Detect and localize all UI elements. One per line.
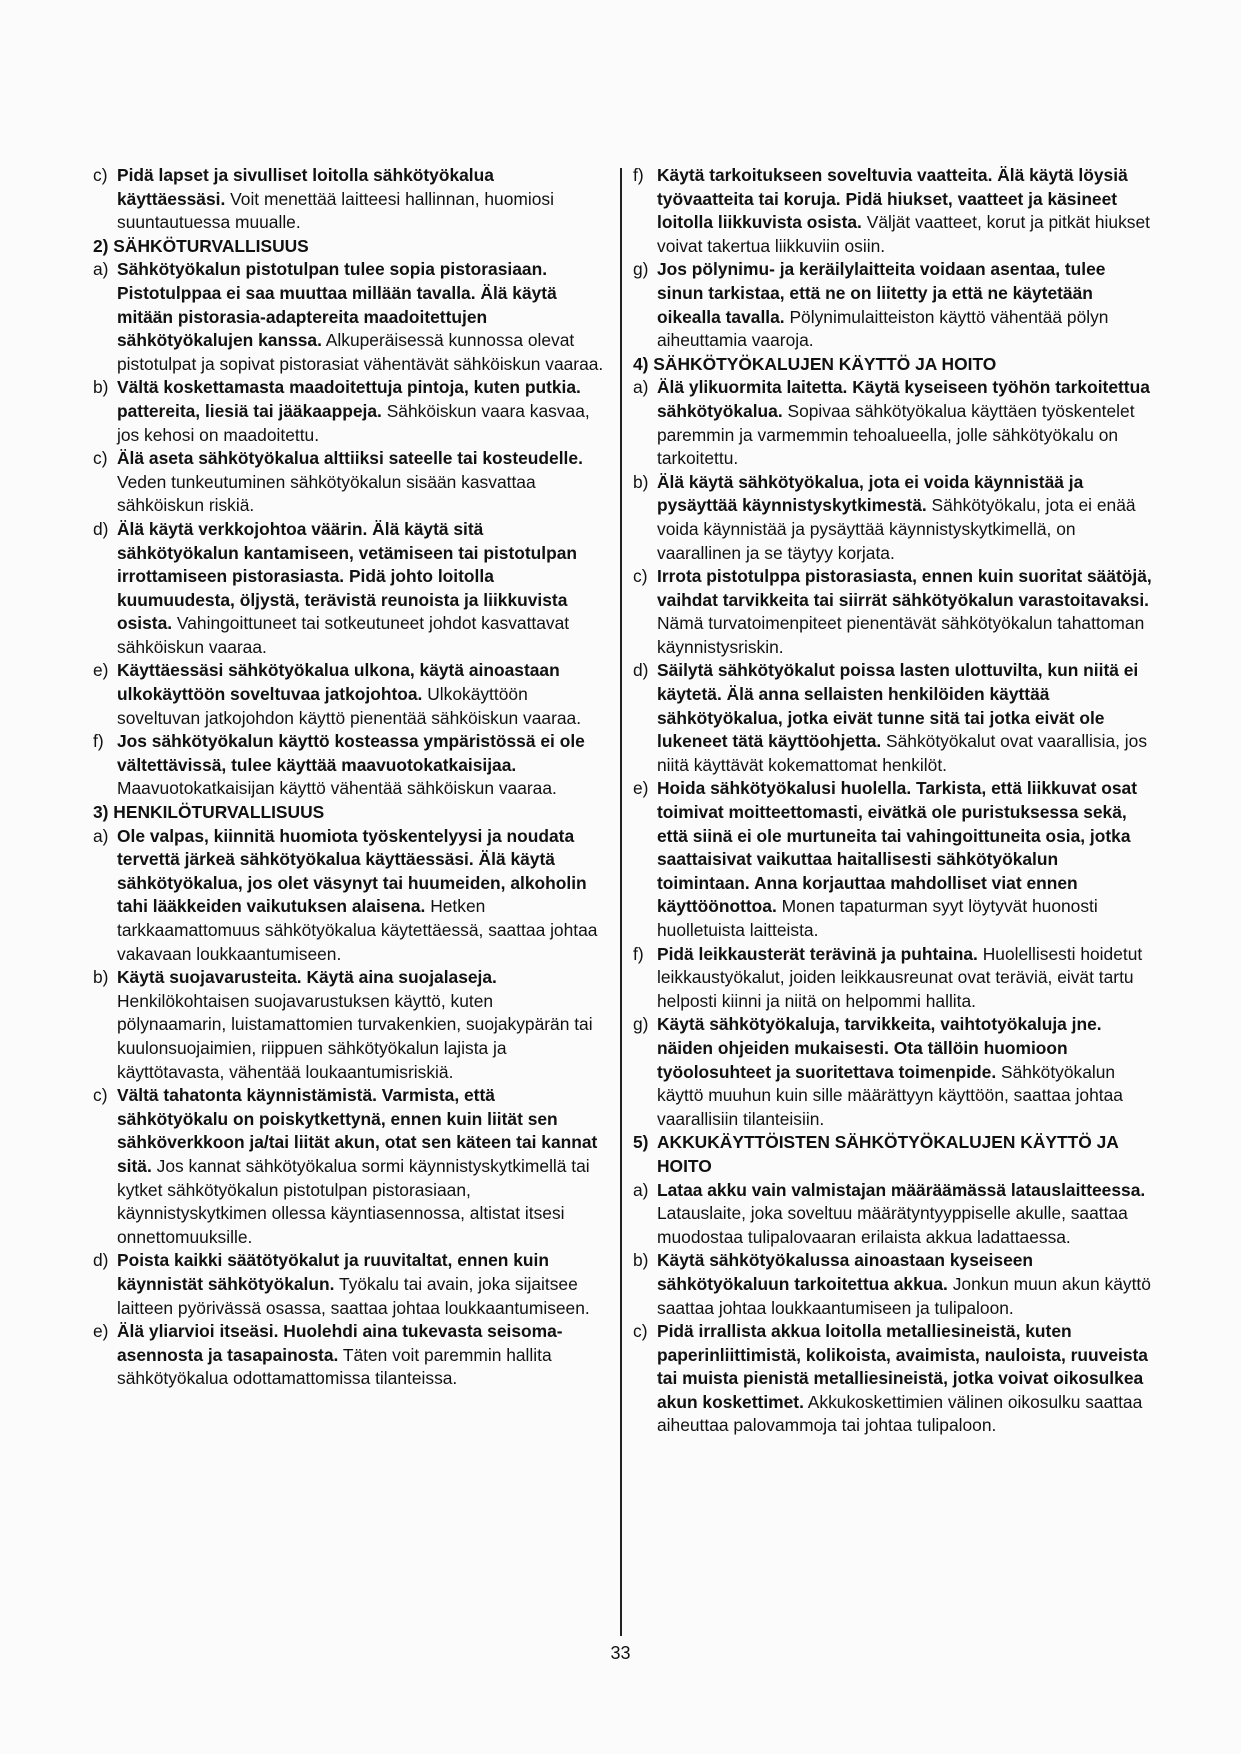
warning-text: Lataa akku vain valmistajan määräämässä latauslaitteessa. bbox=[657, 1179, 1146, 1200]
list-item-label: a) bbox=[633, 377, 649, 398]
explanation-text: Työkalu tai avain, joka sijaitsee laitteen pyörivässä osassa, saattaa johtaa loukkaantumiseen. bbox=[117, 1273, 590, 1318]
list-item-label: c) bbox=[93, 165, 108, 185]
explanation-text: Monen tapaturman syyt löytyvät huonosti huolletuista laitteista. bbox=[657, 896, 1098, 940]
warning-text: Irrota pistotulppa pistorasiasta, ennen kuin suoritat säätöjä, vaihdat tarvikkeita tai siirrät sähkötyökalun varastoitavaksi. bbox=[657, 566, 1152, 610]
explanation-text: Latauslaite, joka soveltuu määrätyntyyppiselle akulle, saattaa muodostaa tulipalovaaran erilaista akkua ladattaessa. bbox=[657, 1203, 1128, 1247]
warning-text: Säilytä sähkötyökalut poissa lasten ulottuvilta, kun niitä ei käytetä. Älä anna sellaisten henkilöiden käyttää sähkötyökalua, jotka eivät tunne sitä tai jotka eivät ole lukeneet tätä käyttöohjetta. bbox=[657, 660, 1139, 752]
warning-text: Pidä leikkausterät terävinä ja puhtaina. bbox=[657, 943, 978, 964]
warning-text: Käyttäessäsi sähkötyökalua ulkona, käytä ainoastaan ulkokäyttöön soveltuvaa jatkojohtoa. bbox=[117, 660, 560, 705]
list-item bbox=[633, 1179, 1153, 1250]
section-number: 5) bbox=[633, 1132, 649, 1153]
list-item bbox=[93, 966, 607, 1084]
list-item bbox=[93, 164, 607, 235]
list-item-label: g) bbox=[633, 259, 649, 280]
list-item-label: b) bbox=[633, 1250, 649, 1271]
explanation-text: Nämä turvatoimenpiteet pienentävät sähkötyökalun tahattoman käynnistysriskin. bbox=[657, 613, 1145, 657]
explanation-text: Sähköiskun vaara kasvaa, jos kehosi on maadoitettu. bbox=[117, 400, 590, 445]
warning-text: Sähkötyökalun pistotulpan tulee sopia pistorasiaan. Pistotulppaa ei saa muuttaa millään tavalla. Älä käytä mitään pistorasia-adaptereita maadoitettujen sähkötyökalujen kanssa. bbox=[117, 259, 557, 351]
warning-text: Ole valpas, kiinnitä huomiota työskentelyysi ja noudata tervettä järkeä sähkötyökalua käyttäessäsi. Älä käytä sähkötyökalua, jos olet väsynyt tai huumeiden, alkoholin tahi lääkkeiden vaikutuksen alaisena. bbox=[117, 825, 587, 917]
list-item bbox=[93, 258, 607, 376]
list-item bbox=[93, 825, 607, 967]
warning-text: Älä käytä sähkötyökalua, jota ei voida käynnistää ja pysäyttää käynnistyskytkimestä. bbox=[657, 471, 1084, 516]
list-item bbox=[633, 777, 1153, 942]
list-item-label: b) bbox=[93, 377, 109, 398]
explanation-text: Henkilökohtaisen suojavarustuksen käyttö, kuten pölynaamarin, luistamattomien turvakenkien, suojakypärän tai kuulonsuojaimien, riippuen sähkötyökalun lajista ja käyttötavasta, vähentää loukaantumisriskiä. bbox=[117, 990, 593, 1082]
section-heading: 2) SÄHKÖTURVALLISUUS bbox=[93, 235, 309, 256]
explanation-text: Sopivaa sähkötyökalua käyttäen työskentelet paremmin ja varmemmin tehoalueella, jolle sähkötyökalu on tarkoitettu. bbox=[657, 400, 1135, 469]
list-item-label: c) bbox=[633, 1321, 648, 1342]
list-item bbox=[633, 471, 1153, 565]
section-heading bbox=[633, 1131, 1153, 1178]
explanation-text: Ulkokäyttöön soveltuvan jatkojohdon käyttö pienentää sähköiskun vaaraa. bbox=[117, 684, 582, 728]
list-item-label: g) bbox=[633, 1014, 649, 1035]
warning-text: Käytä tarkoitukseen soveltuvia vaatteita. Älä käytä löysiä työvaatteita tai koruja. Pidä hiukset, vaatteet ja käsineet loitolla liikkuvista osista. bbox=[657, 165, 1128, 233]
list-item bbox=[93, 376, 607, 447]
list-item bbox=[633, 1320, 1153, 1438]
list-item bbox=[633, 565, 1153, 659]
warning-text: Älä aseta sähkötyökalua alttiiksi sateelle tai kosteudelle. bbox=[117, 448, 583, 469]
explanation-text: Täten voit paremmin hallita sähkötyökalua odottamattomissa tilanteissa. bbox=[117, 1344, 552, 1389]
list-item-label: c) bbox=[633, 566, 648, 587]
section-title: AKKUKÄYTTÖISTEN SÄHKÖTYÖKALUJEN KÄYTTÖ JA HOITO bbox=[657, 1132, 1119, 1176]
explanation-text: Pölynimulaitteiston käyttö vähentää pölyn aiheuttamia vaaroja. bbox=[657, 306, 1109, 351]
warning-text: Hoida sähkötyökalusi huolella. Tarkista, että liikkuvat osat toimivat moitteettomasti, eivätkä ole puristuksessa sekä, että siinä ei ole murtuneita tai vahingoittuneita osia, jotka saattaisivat vaikuttaa haitallisesti sähkötyökalun toimintaan. Anna korjauttaa mahdolliset viat ennen käyttöönottoa. bbox=[657, 778, 1138, 917]
left-column bbox=[93, 164, 607, 1391]
list-item bbox=[633, 659, 1153, 777]
list-item-label: a) bbox=[93, 259, 109, 280]
list-item-label: e) bbox=[93, 1321, 109, 1342]
explanation-text: Akkukoskettimien välinen oikosulku saattaa aiheuttaa palovammoja tai johtaa tulipaloon. bbox=[657, 1391, 1143, 1436]
list-item bbox=[633, 376, 1153, 470]
warning-text: Vältä tahatonta käynnistämistä. Varmista, että sähkötyökalu on poiskytkettynä, ennen kuin liität sen sähköverkkoon ja/tai liität akun, otat sen käteen tai kannat sitä. bbox=[117, 1085, 598, 1176]
explanation-text: Sähkötyökalu, jota ei enää voida käynnistää ja pysäyttää käynnistyskytkimellä, on vaarallinen ja se täytyy korjata. bbox=[657, 495, 1136, 563]
list-item bbox=[633, 1013, 1153, 1131]
list-item bbox=[633, 164, 1153, 258]
list-item-label: b) bbox=[93, 967, 109, 988]
warning-text: Jos sähkötyökalun käyttö kosteassa ympäristössä ei ole vältettävissä, tulee käyttää maavuotokatkaisijaa. bbox=[117, 731, 585, 775]
list-item bbox=[93, 659, 607, 730]
warning-text: Jos pölynimu- ja keräilylaitteita voidaan asentaa, tulee sinun tarkistaa, että ne on liitetty ja että ne käytetään oikealla tavalla. bbox=[657, 259, 1106, 327]
explanation-text: Maavuotokatkaisijan käyttö vähentää sähköiskun vaaraa. bbox=[117, 778, 557, 799]
list-item-label: f) bbox=[633, 943, 644, 964]
section-heading: 3) HENKILÖTURVALLISUUS bbox=[93, 802, 325, 823]
list-item-label: d) bbox=[93, 518, 109, 539]
warning-text: Käytä sähkötyökalussa ainoastaan kyseiseen sähkötyökaluun tarkoitettua akkua. bbox=[657, 1250, 1034, 1294]
warning-text: Älä ylikuormita laitetta. Käytä kyseiseen työhön tarkoitettua sähkötyökalua. bbox=[657, 377, 1150, 421]
warning-text: Älä yliarvioi itseäsi. Huolehdi aina tukevasta seisoma-asennosta ja tasapainosta. bbox=[117, 1321, 563, 1365]
list-item bbox=[93, 1084, 607, 1249]
list-item-label: a) bbox=[93, 825, 109, 846]
list-item-label: c) bbox=[93, 1085, 108, 1106]
list-item bbox=[633, 943, 1153, 1014]
list-item bbox=[93, 730, 607, 801]
warning-text: Käytä sähkötyökaluja, tarvikkeita, vaihtotyökaluja jne. näiden ohjeiden mukaisesti. Ota tällöin huomioon työolosuhteet ja suoritettava toimenpide. bbox=[657, 1014, 1102, 1082]
list-item bbox=[93, 1320, 607, 1391]
list-item bbox=[93, 518, 607, 660]
list-item-label: d) bbox=[633, 660, 649, 681]
explanation-text: Väljät vaatteet, korut ja pitkät hiukset voivat takertua liikkuviin osiin. bbox=[657, 212, 1150, 256]
explanation-text: Sähkötyökalut ovat vaarallisia, jos niitä käyttävät kokemattomat henkilöt. bbox=[657, 731, 1148, 775]
list-item-label: f) bbox=[633, 165, 644, 185]
warning-text: Älä käytä verkkojohtoa väärin. Älä käytä sitä sähkötyökalun kantamiseen, vetämiseen tai pistotulpan irrottamiseen pistorasiasta. Pidä johto loitolla kuumuudesta, öljystä, terävistä reunoista ja liikkuvista osista. bbox=[117, 518, 578, 634]
explanation-text: Vahingoittuneet tai sotkeutuneet johdot kasvattavat sähköiskun vaaraa. bbox=[117, 613, 570, 657]
explanation-text: Alkuperäisessä kunnossa olevat pistotulpat ja sopivat pistorasiat vähentävät sähköiskun vaaraa. bbox=[117, 330, 604, 374]
list-item-label: b) bbox=[633, 471, 649, 492]
explanation-text: Voit menettää laitteesi hallinnan, huomiosi suuntautuessa muualle. bbox=[117, 188, 554, 233]
page-number: 33 bbox=[610, 1643, 631, 1663]
list-item bbox=[633, 258, 1153, 352]
warning-text: Vältä koskettamasta maadoitettuja pintoja, kuten putkia. pattereita, liesiä tai jääkaappeja. bbox=[117, 377, 581, 421]
section-heading: 4) SÄHKÖTYÖKALUJEN KÄYTTÖ JA HOITO bbox=[633, 353, 997, 374]
list-item-label: c) bbox=[93, 448, 108, 469]
list-item bbox=[93, 447, 607, 518]
explanation-text: Veden tunkeutuminen sähkötyökalun sisään kasvattaa sähköiskun riskiä. bbox=[117, 471, 536, 516]
explanation-text: Sähkötyökalun käyttö muuhun kuin sille määrättyyn käyttöön, saattaa johtaa vaarallisiin tilanteisiin. bbox=[657, 1061, 1123, 1129]
explanation-text: Jonkun muun akun käyttö saattaa johtaa loukkaantumiseen ja tulipaloon. bbox=[657, 1273, 1151, 1318]
warning-text: Poista kaikki säätötyökalut ja ruuvitaltat, ennen kuin käynnistät sähkötyökalun. bbox=[117, 1250, 549, 1294]
list-item-label: f) bbox=[93, 731, 104, 752]
explanation-text: Huolellisesti hoidetut leikkaustyökalut, joiden leikkausreunat ovat teräviä, eivät tartu helposti kiinni ja niitä on helpommi hallita. bbox=[657, 943, 1143, 1011]
list-item bbox=[633, 1249, 1153, 1320]
right-column bbox=[633, 164, 1153, 1438]
list-item-label: e) bbox=[93, 660, 109, 681]
warning-text: Pidä irrallista akkua loitolla metalliesineistä, kuten paperinliittimistä, kolikoista, avaimista, nauloista, ruuveista tai muista pienistä metalliesineistä, jotka voivat oikosulkea akun koskettimet. bbox=[657, 1321, 1148, 1412]
list-item bbox=[93, 1249, 607, 1320]
explanation-text: Jos kannat sähkötyökalua sormi käynnistyskytkimellä tai kytket sähkötyökalun pistotulpan pistorasiaan, käynnistyskytkimen ollessa käyntiasennossa, altistat itsesi onnettomuuksille. bbox=[117, 1155, 590, 1247]
list-item-label: e) bbox=[633, 778, 649, 799]
warning-text: Käytä suojavarusteita. Käytä aina suojalaseja. bbox=[117, 967, 497, 988]
explanation-text: Hetken tarkkaamattomuus sähkötyökalua käytettäessä, saattaa johtaa vakavaan loukkaantumiseen. bbox=[117, 896, 598, 964]
warning-text: Pidä lapset ja sivulliset loitolla sähkötyökalua käyttäessäsi. bbox=[117, 165, 494, 209]
list-item-label: a) bbox=[633, 1179, 649, 1200]
list-item-label: d) bbox=[93, 1250, 109, 1271]
column-divider bbox=[620, 168, 622, 1636]
